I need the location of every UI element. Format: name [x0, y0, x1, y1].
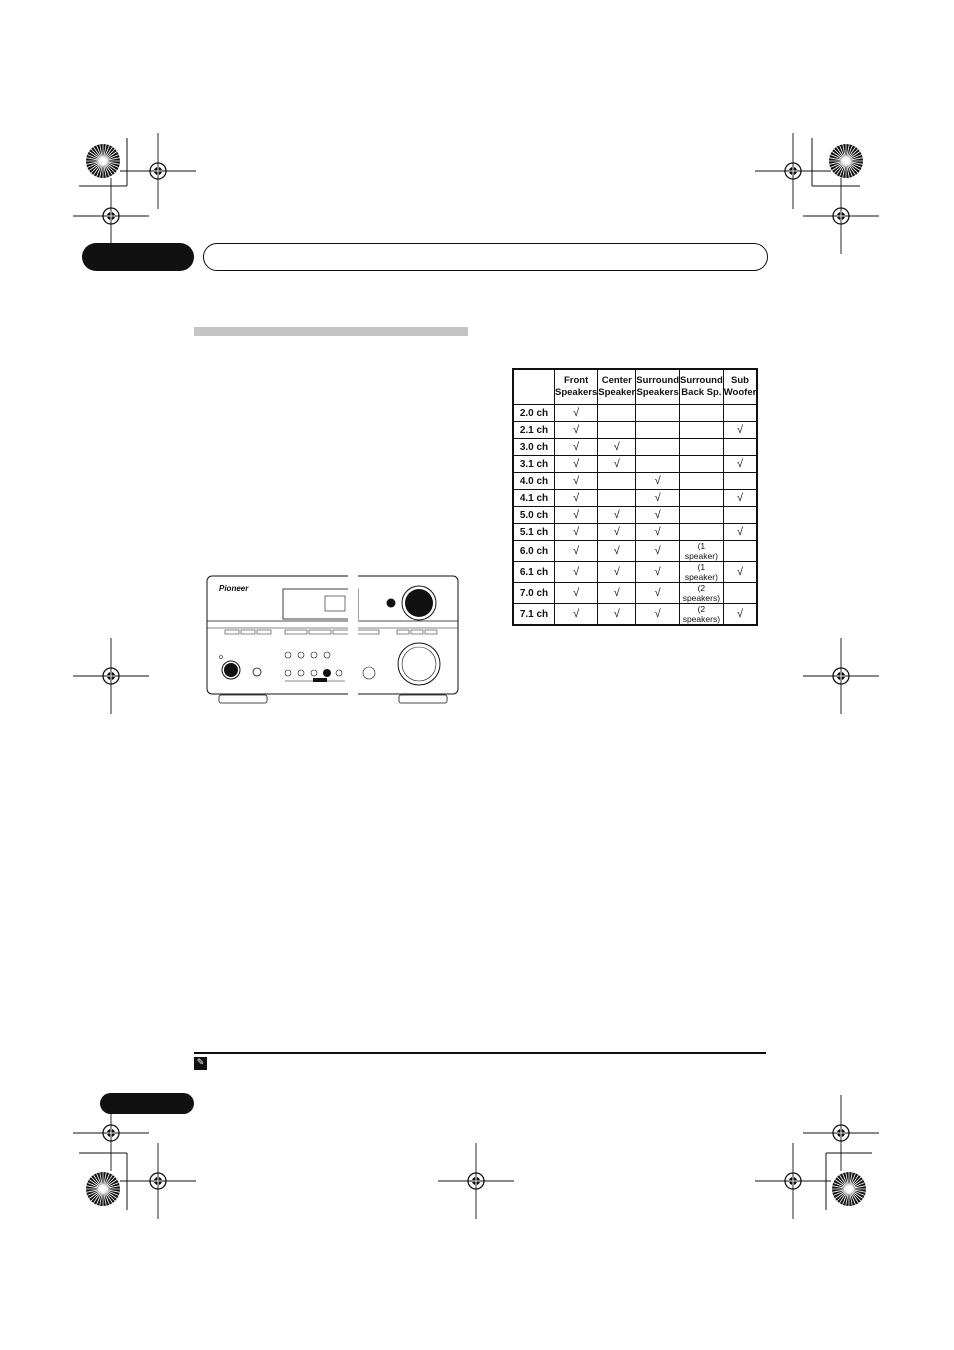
channel-label: 7.1 ch: [513, 604, 555, 626]
crosshair-circle-icon: [73, 638, 149, 714]
table-cell: [680, 490, 724, 507]
header-line: Center: [601, 375, 632, 386]
table-cell: [636, 422, 680, 439]
table-cell: √: [636, 507, 680, 524]
table-cell: √: [555, 604, 598, 626]
table-cell: [680, 439, 724, 456]
header-line: Woofer: [723, 387, 757, 398]
speaker-configuration-table: [512, 368, 758, 626]
table-cell: √: [598, 562, 636, 583]
table-cell: [680, 405, 724, 422]
table-cell: √: [555, 422, 598, 439]
table-cell: √: [555, 524, 598, 541]
table-cell: √: [555, 562, 598, 583]
table-cell: [680, 456, 724, 473]
channel-label: 3.0 ch: [513, 439, 555, 456]
table-row: [513, 583, 757, 604]
table-cell: (2 speakers): [680, 583, 724, 604]
table-cell: √: [555, 507, 598, 524]
table-row: [513, 439, 757, 456]
table-cell: √: [555, 439, 598, 456]
channel-label: 5.1 ch: [513, 524, 555, 541]
table-cell: √: [598, 456, 636, 473]
crosshair-circle-icon: [120, 1143, 196, 1219]
table-cell: √: [555, 583, 598, 604]
table-header-row: [513, 369, 757, 405]
header-line: Speaker: [598, 387, 636, 398]
channel-label: 4.1 ch: [513, 490, 555, 507]
table-cell: [598, 422, 636, 439]
pencil-note-icon: ✎: [194, 1057, 207, 1070]
channel-label: 4.0 ch: [513, 473, 555, 490]
table-cell: √: [636, 583, 680, 604]
header-line: Surround: [636, 375, 679, 386]
header-line: Front: [563, 375, 589, 386]
header-sub-woofer: [723, 369, 757, 405]
table-row: [513, 562, 757, 583]
table-cell: (2 speakers): [680, 604, 724, 626]
table-row: [513, 456, 757, 473]
table-cell: √: [723, 456, 757, 473]
table-cell: [636, 439, 680, 456]
table-cell: [723, 541, 757, 562]
table-cell: √: [723, 562, 757, 583]
starburst-circle-icon: [86, 144, 120, 178]
table-cell: [680, 473, 724, 490]
table-row: [513, 422, 757, 439]
table-cell: √: [598, 524, 636, 541]
table-cell: √: [636, 604, 680, 626]
table-cell: √: [636, 541, 680, 562]
crosshair-circle-icon: [120, 133, 196, 209]
table-cell: [636, 405, 680, 422]
table-cell: √: [555, 541, 598, 562]
table-row: [513, 405, 757, 422]
channel-label: 3.1 ch: [513, 456, 555, 473]
crosshair-circle-icon: [755, 1143, 831, 1219]
channel-label: 2.0 ch: [513, 405, 555, 422]
table-cell: √: [598, 583, 636, 604]
table-cell: √: [723, 524, 757, 541]
table-cell: √: [555, 490, 598, 507]
table-cell: √: [723, 422, 757, 439]
header-line: Speakers: [555, 387, 598, 398]
table-cell: [723, 473, 757, 490]
header-cell-blank: [513, 369, 555, 405]
table-cell: √: [555, 405, 598, 422]
header-line: Speakers: [636, 387, 679, 398]
crosshair-circle-icon: [755, 133, 831, 209]
table-cell: √: [598, 439, 636, 456]
table-cell: [598, 490, 636, 507]
header-surround-back: [680, 369, 724, 405]
table-cell: √: [636, 473, 680, 490]
table-cell: √: [598, 604, 636, 626]
starburst-circle-icon: [86, 1172, 120, 1206]
table-cell: [723, 583, 757, 604]
table-cell: √: [723, 490, 757, 507]
table-cell: (1 speaker): [680, 562, 724, 583]
table-cell: √: [555, 473, 598, 490]
crosshair-circle-icon: [803, 178, 879, 254]
receiver-front-panel-illustration: [205, 574, 460, 714]
header-center-speaker: [598, 369, 636, 405]
header-surround-speakers: [636, 369, 680, 405]
table-cell: √: [636, 562, 680, 583]
header-line: Sub: [731, 375, 749, 386]
channel-label: 5.0 ch: [513, 507, 555, 524]
crosshair-circle-icon: [803, 638, 879, 714]
table-cell: [636, 456, 680, 473]
table-cell: √: [636, 490, 680, 507]
chapter-tab: [82, 243, 194, 271]
starburst-circle-icon: [832, 1172, 866, 1206]
header-line: Back Sp.: [681, 387, 722, 398]
note-divider: [194, 1052, 766, 1054]
page-number-tab: [100, 1093, 194, 1114]
table-cell: √: [598, 507, 636, 524]
table-row: [513, 490, 757, 507]
section-heading-rule: [194, 327, 468, 336]
crosshair-circle-icon: [438, 1143, 514, 1219]
table-cell: [598, 473, 636, 490]
table-cell: (1 speaker): [680, 541, 724, 562]
chapter-title-bar: [203, 243, 768, 271]
table-cell: [680, 524, 724, 541]
table-cell: √: [598, 541, 636, 562]
table-cell: √: [555, 456, 598, 473]
channel-label: 6.0 ch: [513, 541, 555, 562]
channel-label: 6.1 ch: [513, 562, 555, 583]
table-row: [513, 507, 757, 524]
table-cell: [723, 439, 757, 456]
table-cell: [723, 405, 757, 422]
table-cell: [680, 507, 724, 524]
table-row: [513, 604, 757, 626]
table-cell: [723, 507, 757, 524]
table-cell: √: [636, 524, 680, 541]
channel-label: 7.0 ch: [513, 583, 555, 604]
header-line: Surround: [680, 375, 723, 386]
table-cell: [680, 422, 724, 439]
table-cell: [598, 405, 636, 422]
channel-label: 2.1 ch: [513, 422, 555, 439]
crosshair-circle-icon: [803, 1095, 879, 1171]
header-front-speakers: [555, 369, 598, 405]
table-cell: √: [723, 604, 757, 626]
table-row: [513, 473, 757, 490]
table-row: [513, 541, 757, 562]
brand-logo: Pioneer: [219, 584, 249, 593]
starburst-circle-icon: [829, 144, 863, 178]
table-row: [513, 524, 757, 541]
